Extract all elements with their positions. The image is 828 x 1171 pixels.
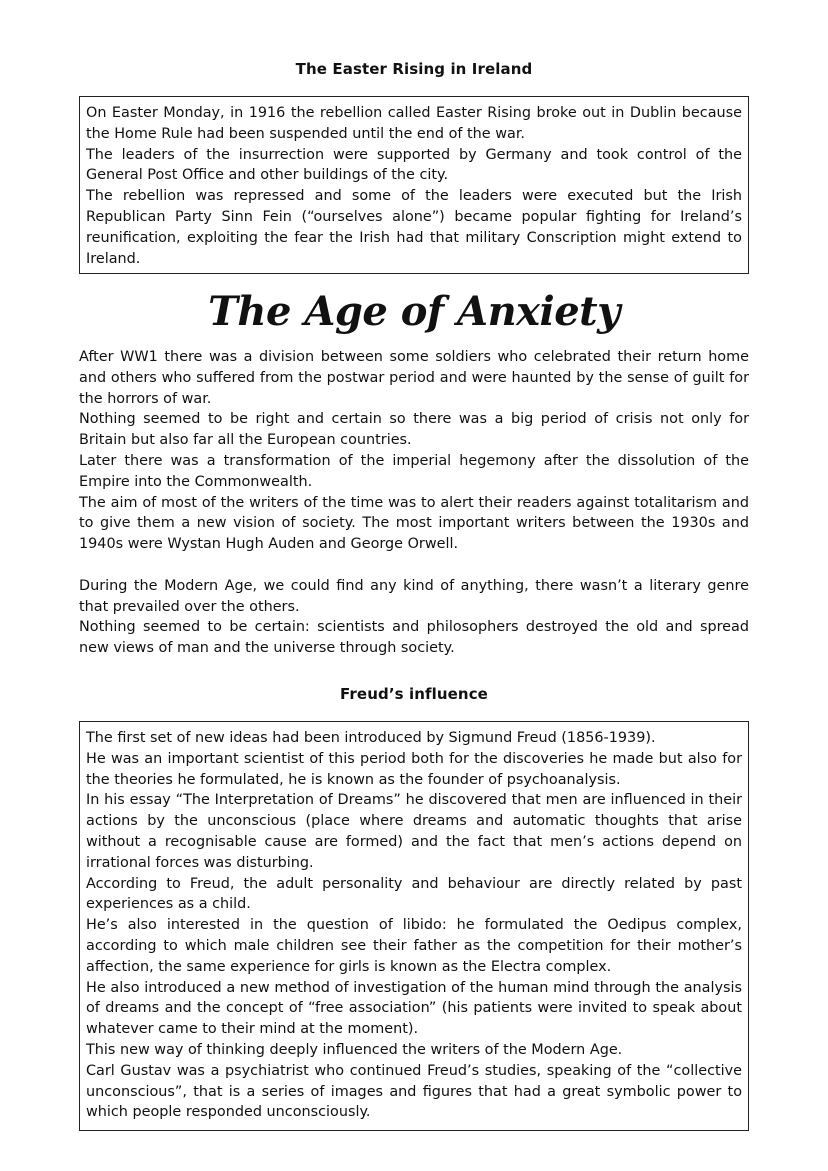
anxiety-paragraph: After WW1 there was a division between some soldiers who celebrated their return home and others who suffered from the postwar period and were haunted by the sense of guilt for the horrors of war.: [79, 349, 749, 407]
anxiety-paragraph: Nothing seemed to be right and certain so there was a big period of crisis not only for Britain but also far all the European countries.: [79, 411, 749, 449]
age-of-anxiety-body: [79, 347, 749, 659]
easter-paragraph: The leaders of the insurrection were supported by Germany and took control of the General Post Office and other buildings of the city.: [86, 146, 742, 184]
freud-paragraph: In his essay “The Interpretation of Dreams” he discovered that men are influenced in their actions by the unconscious (place where dreams and automatic thoughts that arise without a recognisable cause are formed) and the fact that men’s actions depend on irrational forces was disturbing.: [86, 792, 742, 871]
freud-box: [79, 721, 749, 1131]
easter-rising-box: [79, 96, 749, 274]
freud-heading: Freud’s influence: [340, 685, 488, 703]
age-of-anxiety-title: The Age of Anxiety: [208, 288, 620, 335]
anxiety-paragraph: Later there was a transformation of the imperial hegemony after the dissolution of the Empire into the Commonwealth.: [79, 452, 749, 490]
freud-paragraph: This new way of thinking deeply influenced the writers of the Modern Age.: [86, 1041, 623, 1058]
freud-paragraph: He also introduced a new method of investigation of the human mind through the analysis of dreams and the concept of “free association” (his patients were invited to speak about whatever came to their mind at the moment).: [86, 979, 742, 1038]
freud-paragraph: He was an important scientist of this period both for the discoveries he made but also for the theories he formulated, he is known as the founder of psychoanalysis.: [86, 750, 742, 788]
easter-paragraph: The rebellion was repressed and some of the leaders were executed but the Irish Republican Party Sinn Fein (“ourselves alone”) became popular fighting for Ireland’s reunification, exploiting the fear the Irish had that military Conscription might extend to Ireland.: [86, 188, 742, 267]
anxiety-paragraph: Nothing seemed to be certain: scientists and philosophers destroyed the old and spread new views of man and the universe through society.: [79, 619, 749, 657]
freud-paragraph: The first set of new ideas had been introduced by Sigmund Freud (1856-1939).: [86, 730, 656, 746]
paragraph-gap: [79, 555, 749, 576]
freud-paragraph: According to Freud, the adult personality and behaviour are directly related by past experiences as a child.: [86, 875, 742, 913]
anxiety-paragraph: The aim of most of the writers of the time was to alert their readers against totalitarism and to give them a new vision of society. The most important writers between the 1930s and 1940s were Wystan Hugh Auden and George Orwell.: [79, 494, 749, 553]
freud-paragraph: He’s also interested in the question of libido: he formulated the Oedipus complex, according to which male children see their father as the competition for their mother’s affection, the same experience for girls is known as the Electra complex.: [86, 917, 742, 975]
freud-paragraph: Carl Gustav was a psychiatrist who continued Freud’s studies, speaking of the “collective unconscious”, that is a series of images and figures that had a great symbolic power to which people responded unconsciously.: [86, 1062, 742, 1121]
easter-rising-heading: The Easter Rising in Ireland: [295, 60, 533, 78]
anxiety-paragraph: During the Modern Age, we could find any kind of anything, there wasn’t a literary genre that prevailed over the others.: [79, 577, 749, 615]
easter-paragraph: On Easter Monday, in 1916 the rebellion called Easter Rising broke out in Dublin because the Home Rule had been suspended until the end of the war.: [86, 105, 742, 142]
